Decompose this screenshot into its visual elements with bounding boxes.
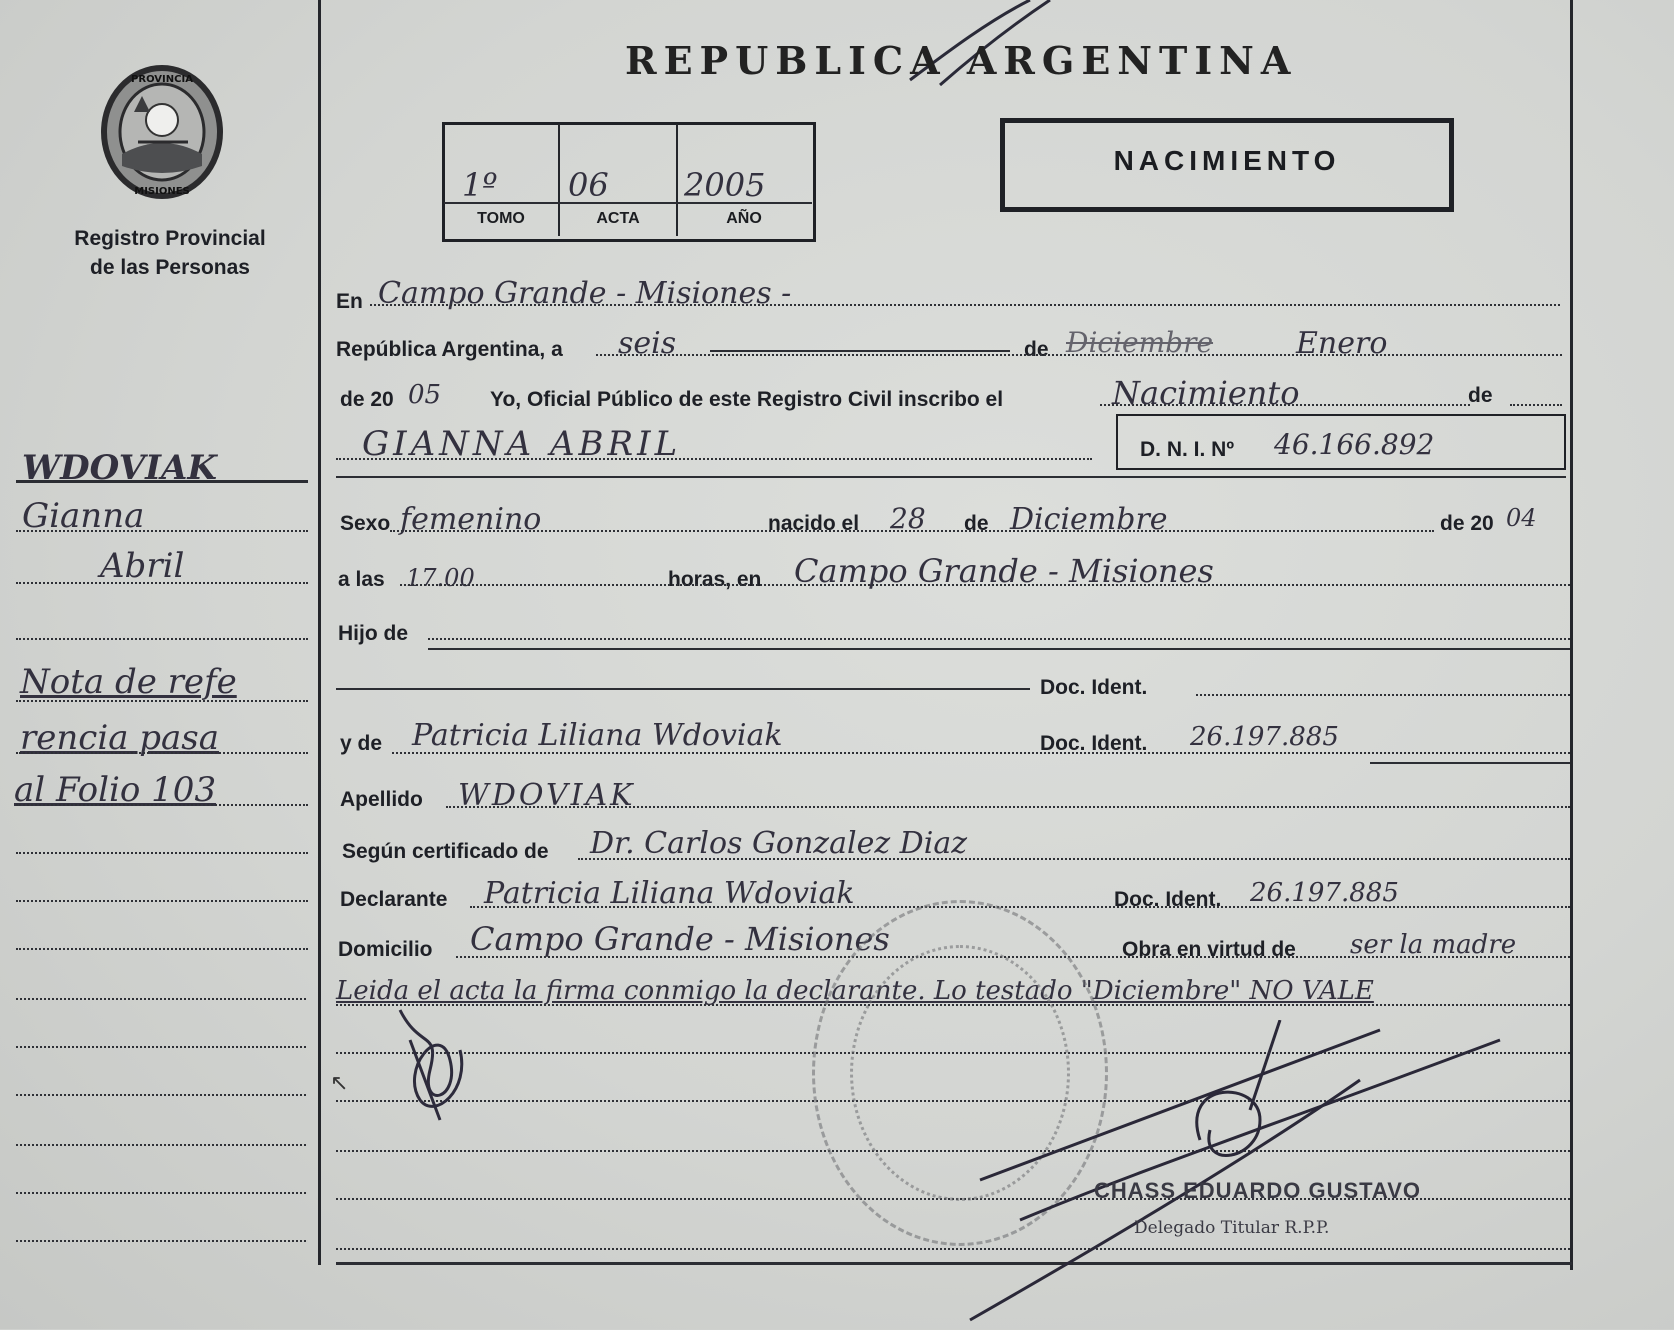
row10-line bbox=[446, 806, 1570, 808]
sexo-value: femenino bbox=[400, 502, 542, 537]
margin-line-6 bbox=[16, 752, 308, 754]
acta-label: ACTA bbox=[596, 210, 640, 227]
row9-line bbox=[392, 752, 1570, 754]
row8-strike bbox=[336, 688, 1030, 690]
en-label: En bbox=[336, 290, 363, 313]
margin-line-1 bbox=[16, 480, 308, 483]
day-dash bbox=[710, 350, 1010, 352]
birth-year-suffix: 04 bbox=[1506, 504, 1537, 532]
row3-line bbox=[1100, 404, 1470, 406]
mother-doc: 26.197.885 bbox=[1190, 722, 1339, 752]
de-label-2: de bbox=[1468, 384, 1493, 407]
margin-line-13 bbox=[16, 1094, 306, 1096]
obra-label: Obra en virtud de bbox=[1122, 938, 1296, 961]
margin-line-9 bbox=[16, 900, 308, 902]
horas-label: horas, en bbox=[668, 568, 762, 591]
row9-strike bbox=[1370, 762, 1570, 764]
birth-month: Diciembre bbox=[1010, 502, 1168, 537]
margin-line-10 bbox=[16, 948, 308, 950]
official-signature bbox=[960, 1020, 1520, 1330]
row7-line bbox=[428, 638, 1570, 640]
margin-line-16 bbox=[16, 1240, 306, 1242]
republica-label: República Argentina, a bbox=[336, 338, 563, 361]
margin-name-2: Abril bbox=[100, 546, 185, 586]
month-value: Enero bbox=[1296, 326, 1388, 361]
official-name: CHASS EDUARDO GUSTAVO bbox=[1094, 1178, 1421, 1203]
yde-label: y de bbox=[340, 732, 383, 755]
row5-line bbox=[390, 530, 1434, 532]
de20-label: de 20 bbox=[340, 388, 394, 411]
dni-label: D. N. I. Nº bbox=[1140, 438, 1235, 461]
child-name: GIANNA ABRIL bbox=[362, 424, 682, 464]
right-frame-line bbox=[1570, 0, 1573, 1270]
oficial-text: Yo, Oficial Público de este Registro Civil inscribo el bbox=[490, 388, 1004, 411]
doc-ident-label-2: Doc. Ident. bbox=[1040, 732, 1148, 755]
declarante-value: Patricia Liliana Wdoviak bbox=[484, 876, 855, 911]
birth-place: Campo Grande - Misiones bbox=[794, 552, 1214, 590]
de20-label-2: de 20 bbox=[1440, 512, 1494, 535]
margin-line-7 bbox=[16, 804, 308, 806]
segun-label: Según certificado de bbox=[342, 840, 549, 863]
leida-line: Leida el acta la firma conmigo la declarante. Lo testado "Diciembre" NO VALE bbox=[336, 976, 1374, 1006]
act-type-label: NACIMIENTO bbox=[1113, 145, 1341, 176]
sexo-label: Sexo bbox=[340, 512, 391, 535]
margin-line-5 bbox=[16, 700, 308, 702]
hour-value: 17.00 bbox=[406, 564, 475, 592]
declarante-doc: 26.197.885 bbox=[1250, 878, 1399, 908]
alas-label: a las bbox=[338, 568, 385, 591]
margin-note-1: Nota de refe bbox=[20, 662, 237, 702]
row3-end-line bbox=[1510, 404, 1562, 406]
month-struck: Diciembre bbox=[1066, 326, 1214, 359]
birth-day: 28 bbox=[890, 502, 926, 535]
margin-line-3 bbox=[16, 582, 308, 584]
act-handwritten: Nacimiento bbox=[1112, 374, 1300, 412]
margin-line-12 bbox=[16, 1046, 306, 1048]
day-value: seis bbox=[618, 326, 677, 361]
tomo-label: TOMO bbox=[477, 210, 525, 227]
dni-value: 46.166.892 bbox=[1274, 428, 1435, 461]
tomo-value: 1º bbox=[462, 166, 498, 204]
mother-name: Patricia Liliana Wdoviak bbox=[412, 718, 783, 753]
margin-line-4 bbox=[16, 638, 308, 640]
row11-line bbox=[578, 858, 1570, 860]
emblem-text-top: PROVINCIA bbox=[131, 74, 193, 85]
declarante-label: Declarante bbox=[340, 888, 448, 911]
provincial-emblem bbox=[98, 62, 226, 202]
apellido-label: Apellido bbox=[340, 788, 423, 811]
row2-line bbox=[596, 354, 1562, 356]
margin-note-3: al Folio 103 bbox=[14, 770, 217, 810]
left-frame-line bbox=[318, 0, 321, 1265]
margin-line-15 bbox=[16, 1192, 306, 1194]
emblem-text-bottom: MISIONES bbox=[134, 186, 190, 197]
nacido-label: nacido el bbox=[768, 512, 860, 535]
margin-name-1: Gianna bbox=[22, 496, 145, 536]
row12-line bbox=[470, 906, 1570, 908]
acta-value: 06 bbox=[568, 166, 609, 204]
doc-ident-label-1: Doc. Ident. bbox=[1040, 676, 1148, 699]
margin-note-2: rencia pasa bbox=[20, 718, 220, 758]
row4-divider bbox=[336, 476, 1566, 478]
row8-line bbox=[1196, 694, 1570, 696]
de-label-3: de bbox=[964, 512, 989, 535]
declarant-signature bbox=[380, 990, 490, 1130]
row6-line bbox=[400, 584, 1570, 586]
place-value: Campo Grande - Misiones - bbox=[378, 276, 792, 311]
margin-line-8 bbox=[16, 852, 308, 854]
domicilio-value: Campo Grande - Misiones bbox=[470, 920, 890, 958]
official-title: Delegado Titular R.P.P. bbox=[1134, 1218, 1330, 1238]
registry-line-1: Registro Provincial bbox=[74, 227, 266, 250]
arrow-mark-icon: ↖ bbox=[330, 1070, 349, 1095]
apellido-value: WDOVIAK bbox=[458, 778, 636, 813]
doctor-value: Dr. Carlos Gonzalez Diaz bbox=[590, 826, 968, 861]
ano-value: 2005 bbox=[684, 166, 766, 204]
row7-strike bbox=[428, 648, 1570, 650]
de-label: de bbox=[1024, 338, 1049, 361]
doc-ident-label-3: Doc. Ident. bbox=[1114, 888, 1222, 911]
margin-line-11 bbox=[16, 998, 306, 1000]
row4-line bbox=[336, 458, 1092, 460]
hijo-label: Hijo de bbox=[338, 622, 409, 645]
registry-line-2: de las Personas bbox=[90, 256, 250, 279]
domicilio-label: Domicilio bbox=[338, 938, 433, 961]
year-suffix: 05 bbox=[408, 380, 442, 410]
margin-line-14 bbox=[16, 1144, 306, 1146]
margin-surname: WDOVIAK bbox=[22, 448, 217, 488]
ano-label: AÑO bbox=[726, 210, 762, 227]
row1-line bbox=[370, 304, 1560, 306]
country-title: REPUBLICA ARGENTINA bbox=[625, 38, 1298, 83]
margin-line-2 bbox=[16, 530, 308, 532]
obra-value: ser la madre bbox=[1350, 930, 1517, 960]
